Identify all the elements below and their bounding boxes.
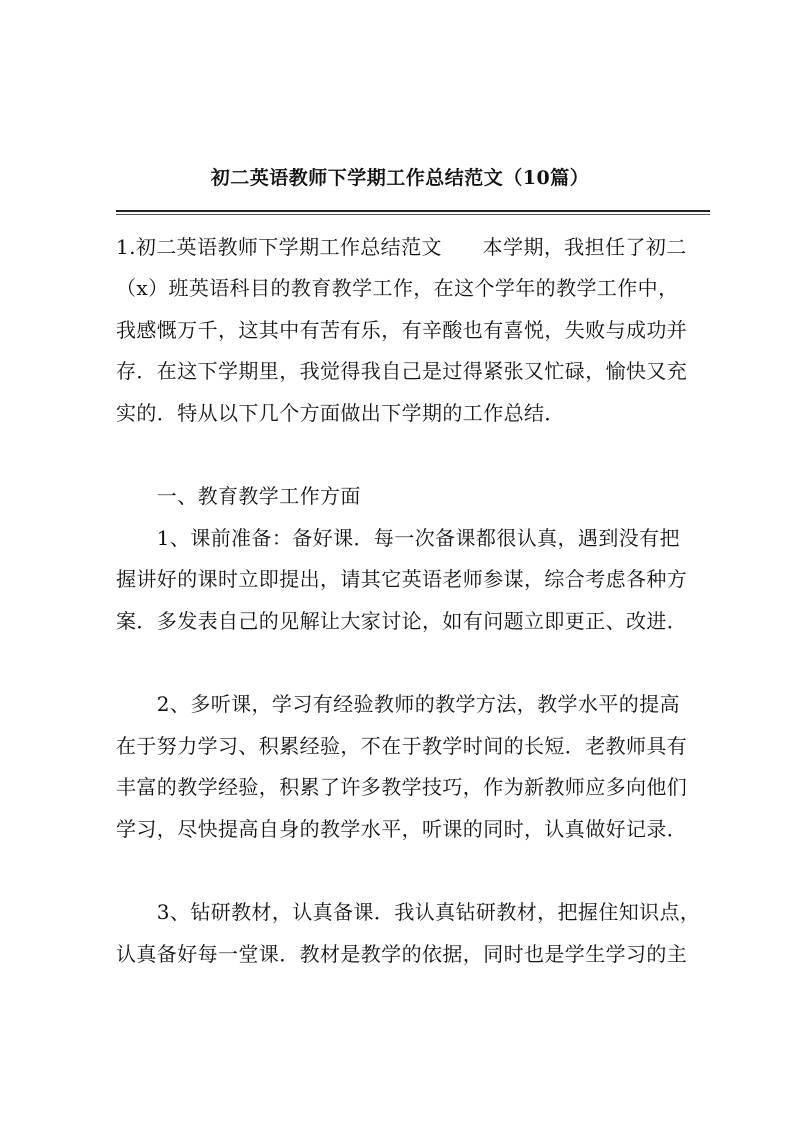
title-rule-thin [116, 214, 710, 215]
text-line: 认真备好每一堂课．教材是教学的依据，同时也是学生学习的主 [116, 942, 688, 966]
text-line: 2、多听课，学习有经验教师的教学方法，教学水平的提高 [116, 692, 680, 716]
text-line: 存．在这下学期里，我觉得我自己是过得紧张又忙碌，愉快又充 [116, 359, 688, 383]
text-line: 3、钻研教材，认真备课．我认真钻研教材，把握住知识点， [116, 900, 701, 924]
document-title: 初二英语教师下学期工作总结范文（10篇） [210, 167, 590, 189]
section-heading: 一、教育教学工作方面 [116, 484, 361, 508]
title-rule-thick [116, 210, 710, 212]
text-line: 1、课前准备：备好课．每一次备课都很认真，遇到没有把 [116, 526, 680, 550]
text-line: 实的．特从以下几个方面做出下学期的工作总结． [116, 401, 565, 425]
text-line: 在于努力学习、积累经验，不在于教学时间的长短．老教师具有 [116, 734, 688, 758]
text-line: 我感慨万千，这其中有苦有乐，有辛酸也有喜悦，失败与成功并 [116, 318, 688, 342]
text-line: 丰富的教学经验，积累了许多教学技巧，作为新教师应多向他们 [116, 775, 688, 799]
text-line: 握讲好的课时立即提出，请其它英语老师参谋，综合考虑各种方 [116, 567, 688, 591]
text-line: 1.初二英语教师下学期工作总结范文 本学期，我担任了初二 [116, 235, 687, 259]
text-line: 案．多发表自己的见解让大家讨论，如有问题立即更正、改进． [116, 609, 688, 633]
text-line: （x）班英语科目的教育教学工作，在这个学年的教学工作中， [116, 276, 679, 300]
text-line: 学习，尽快提高自身的教学水平，听课的同时，认真做好记录． [116, 817, 688, 841]
